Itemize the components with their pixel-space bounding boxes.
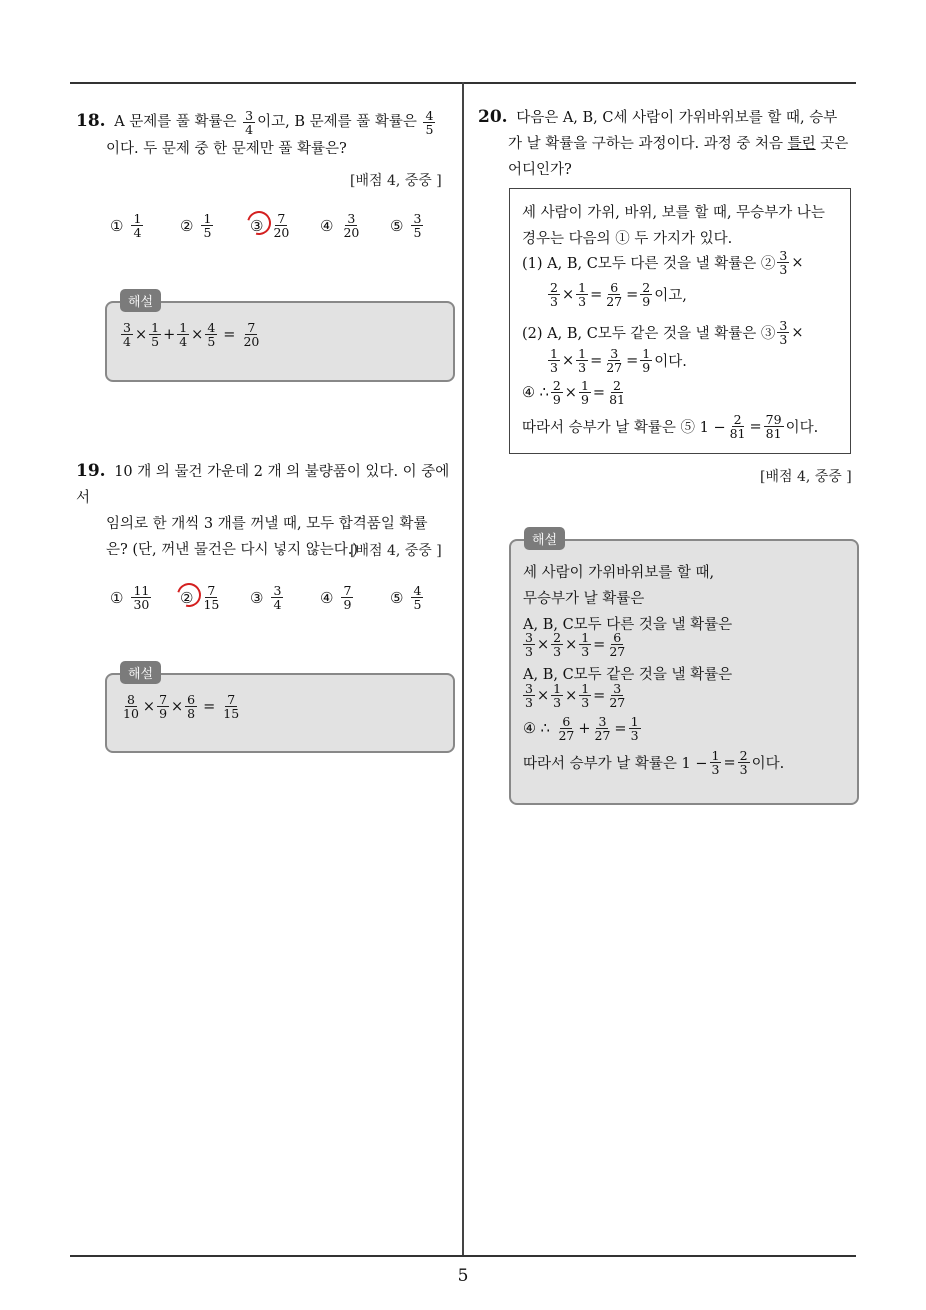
- q20-solution-label: 해설: [524, 527, 565, 550]
- q18-solution-label: 해설: [120, 289, 161, 312]
- q20-line-2: 가 날 확률을 구하는 과정이다. 과정 중 처음 틀린 곳은: [508, 136, 849, 152]
- option-5[interactable]: ⑤ $\frac{4}{5}$: [390, 583, 422, 612]
- option-4[interactable]: ④ $\frac{3}{20}$: [320, 211, 360, 240]
- column-divider: [462, 82, 464, 1257]
- underlined-word: 틀린: [787, 136, 816, 152]
- sol-line-3: A, B, C모두 다른 것을 낼 확률은: [523, 617, 733, 633]
- q18-frac-1: $\frac{3}{4}$: [245, 107, 254, 137]
- question-number: 18.: [76, 111, 106, 131]
- q20-line-1: 다음은 A, B, C세 사람이 가위바위보를 할 때, 승부: [516, 110, 838, 126]
- q20-meta: [배점 4, 중중 ]: [760, 469, 852, 485]
- box-line-8: 따라서 승부가 날 확률은 ⑤ 1 − $\frac{2}{81}$ = $\frac{79}{81}$ 이다.: [522, 412, 819, 441]
- box-line-1: 세 사람이 가위, 바위, 보를 할 때, 무승부가 나는: [522, 205, 825, 221]
- q19-options: [110, 584, 460, 611]
- box-line-7: ④ ∴ $\frac{2}{9}$ × $\frac{1}{9}$ = $\frac{2}{81}$: [522, 378, 625, 407]
- q19-line-3: 은? (단, 꺼낸 물건은 다시 넣지 않는다.): [106, 542, 359, 558]
- box-line-3: (1) A, B, C모두 다른 것을 낼 확률은 ② $\frac{3}{3}$ ×: [522, 248, 804, 277]
- q19-meta: [배점 4, 중중 ]: [350, 543, 442, 559]
- q19-solution-math: $\frac{8}{10}$ × $\frac{7}{9}$ × $\frac{6}{8}$ = $\frac{7}{15}$: [123, 692, 240, 721]
- question-number: 19.: [76, 461, 106, 481]
- q18-text-a: A 문제를 풀 확률은: [114, 114, 237, 130]
- sol-line-7: ④ ∴ $\frac{6}{27}$ + $\frac{3}{27}$ = $\frac{1}{3}$: [523, 714, 639, 743]
- sol-line-1: 세 사람이 가위바위보를 할 때,: [523, 565, 715, 581]
- q19-solution-label: 해설: [120, 661, 161, 684]
- q19-line-1: 10 개 의 물건 가운데 2 개 의 불량품이 있다. 이 중에서: [76, 464, 450, 506]
- q19-solution-box: [105, 673, 455, 753]
- option-3-selected[interactable]: ③ $\frac{7}{20}$: [250, 212, 320, 239]
- q19-line-2: 임의로 한 개씩 3 개를 꺼낼 때, 모두 합격품일 확률: [106, 516, 428, 532]
- sol-line-8: 따라서 승부가 날 확률은 1 − $\frac{1}{3}$ = $\frac{2}{3}$ 이다.: [523, 748, 785, 777]
- option-4[interactable]: ④ $\frac{7}{9}$: [320, 583, 352, 612]
- box-line-4: $\frac{2}{3}$ × $\frac{1}{3}$ = $\frac{6}{27}$ = $\frac{2}{9}$ 이고,: [550, 280, 687, 309]
- q18-frac-2: $\frac{4}{5}$: [425, 107, 434, 137]
- bottom-rule: [70, 1255, 856, 1257]
- page-number: 5: [457, 1266, 469, 1286]
- sol-line-6: $\frac{3}{3}$ × $\frac{1}{3}$ × $\frac{1}{3}$ = $\frac{3}{27}$: [525, 681, 626, 710]
- option-2-selected[interactable]: ② $\frac{7}{15}$: [180, 584, 250, 611]
- q18-text-b: 이고, B 문제를 풀 확률은: [257, 114, 417, 130]
- q20-process-box: [509, 188, 851, 454]
- sol-line-5: A, B, C모두 같은 것을 낼 확률은: [523, 667, 733, 683]
- option-3[interactable]: ③ $\frac{3}{4}$: [250, 583, 282, 612]
- box-line-2: 경우는 다음의 ① 두 가지가 있다.: [522, 231, 733, 247]
- q18-text-c: 이다. 두 문제 중 한 문제만 풀 확률은?: [106, 140, 347, 157]
- option-1[interactable]: ① $\frac{11}{30}$: [110, 583, 150, 612]
- q18-solution-box: [105, 301, 455, 382]
- option-5[interactable]: ⑤ $\frac{3}{5}$: [390, 211, 422, 240]
- q20-solution-box: [509, 539, 859, 805]
- q18-meta: [배점 4, 중중 ]: [350, 173, 442, 189]
- sol-line-2: 무승부가 날 확률은: [523, 591, 645, 607]
- question-20: [478, 104, 858, 183]
- option-2[interactable]: ② $\frac{1}{5}$: [180, 211, 212, 240]
- box-line-5: (2) A, B, C모두 같은 것을 낼 확률은 ③ $\frac{3}{3}$ ×: [522, 318, 804, 347]
- q18-solution-math: $\frac{3}{4}$ × $\frac{1}{5}$ + $\frac{1}{4}$ × $\frac{4}{5}$ = $\frac{7}{20}$: [123, 320, 260, 349]
- box-line-6: $\frac{1}{3}$ × $\frac{1}{3}$ = $\frac{3}{27}$ = $\frac{1}{9}$ 이다.: [550, 346, 687, 375]
- q20-line-3: 어디인가?: [508, 162, 572, 178]
- q18-options: [110, 212, 460, 239]
- question-number: 20.: [478, 107, 508, 127]
- option-1[interactable]: ① $\frac{1}{4}$: [110, 211, 142, 240]
- question-18: [76, 108, 456, 162]
- sol-line-4: $\frac{3}{3}$ × $\frac{2}{3}$ × $\frac{1}{3}$ = $\frac{6}{27}$: [525, 630, 626, 659]
